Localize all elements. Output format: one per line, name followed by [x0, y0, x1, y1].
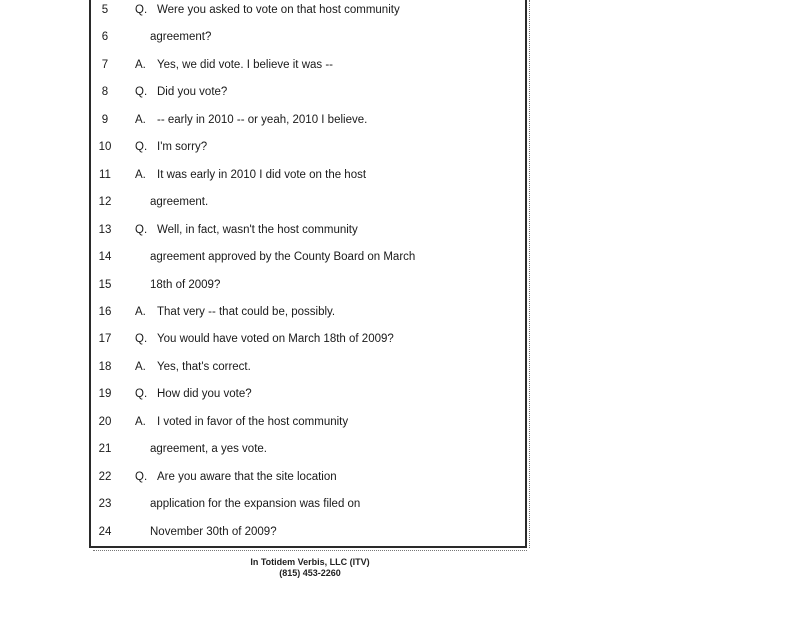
line-text: November 30th of 2009? [150, 525, 277, 538]
line-text: You would have voted on March 18th of 2009? [157, 333, 394, 346]
line-number: 13 [98, 223, 112, 236]
line-number: 19 [98, 388, 112, 401]
line-text: I voted in favor of the host community [157, 415, 349, 428]
line-number: 24 [98, 525, 112, 538]
line-text: application for the expansion was filed on [150, 498, 361, 511]
transcript-line [91, 55, 525, 75]
line-number: 10 [98, 141, 112, 154]
transcript-line [91, 275, 525, 295]
transcript-line [91, 357, 525, 377]
line-number: 5 [101, 4, 109, 16]
transcript-line [91, 467, 525, 487]
transcript-line [91, 110, 525, 130]
transcript-line [91, 522, 525, 542]
line-number: 9 [101, 113, 109, 126]
transcript-line [91, 302, 525, 322]
speaker-marker: A. [135, 58, 146, 71]
line-number: 20 [98, 415, 112, 428]
line-text: That very -- that could be, possibly. [157, 305, 336, 318]
speaker-marker: A. [135, 415, 146, 428]
line-number: 23 [98, 498, 112, 511]
transcript-line [91, 220, 525, 240]
line-text: agreement? [150, 31, 212, 44]
footer-company: In Totidem Verbis, LLC (ITV) [250, 557, 370, 567]
line-text: -- early in 2010 -- or yeah, 2010 I believe. [157, 113, 368, 126]
speaker-marker: A. [135, 305, 146, 318]
line-text: Well, in fact, wasn't the host community [157, 223, 358, 236]
speaker-marker: Q. [135, 86, 148, 99]
line-text: Did you vote? [157, 86, 228, 99]
speaker-marker: Q. [135, 333, 148, 346]
line-text: Are you aware that the site location [157, 470, 337, 483]
transcript-line [91, 412, 525, 432]
transcript-line [91, 165, 525, 185]
line-number: 12 [98, 196, 112, 209]
speaker-marker: Q. [135, 4, 148, 16]
line-number: 11 [99, 168, 111, 181]
line-number: 7 [101, 58, 109, 71]
page-shadow [528, 0, 530, 548]
speaker-marker: Q. [135, 223, 148, 236]
transcript-line [91, 82, 525, 102]
line-text: How did you vote? [157, 388, 252, 401]
transcript-line [91, 329, 525, 349]
line-text: agreement approved by the County Board on March [150, 251, 416, 264]
line-number: 6 [101, 31, 109, 44]
speaker-marker: Q. [135, 470, 148, 483]
line-number: 14 [98, 251, 112, 264]
line-text: 18th of 2009? [150, 278, 221, 291]
line-number: 8 [101, 86, 109, 99]
transcript-line [91, 27, 525, 47]
line-number: 17 [98, 333, 112, 346]
speaker-marker: A. [135, 168, 146, 181]
transcript-line [91, 137, 525, 157]
transcript-line [91, 192, 525, 212]
speaker-marker: A. [135, 360, 146, 373]
line-text: I'm sorry? [157, 141, 208, 154]
line-text: Yes, that's correct. [157, 360, 251, 373]
line-text: It was early in 2010 I did vote on the host [157, 168, 367, 181]
speaker-marker: Q. [135, 141, 148, 154]
line-number: 22 [98, 470, 112, 483]
transcript-line [91, 247, 525, 267]
line-text: agreement. [150, 196, 209, 209]
speaker-marker: Q. [135, 388, 148, 401]
line-number: 21 [98, 443, 112, 456]
transcript-line [91, 494, 525, 514]
line-text: agreement, a yes vote. [150, 443, 267, 456]
page-footer [200, 557, 420, 579]
line-number: 18 [98, 360, 112, 373]
transcript-page [89, 0, 527, 548]
line-text: Were you asked to vote on that host community [157, 4, 400, 16]
footer-phone: (815) 453-2260 [279, 568, 341, 578]
line-text: Yes, we did vote. I believe it was -- [157, 58, 333, 71]
line-number: 16 [98, 305, 112, 318]
speaker-marker: A. [135, 113, 146, 126]
transcript-line [91, 439, 525, 459]
line-number: 15 [98, 278, 112, 291]
transcript-line [91, 0, 525, 20]
transcript-line [91, 384, 525, 404]
